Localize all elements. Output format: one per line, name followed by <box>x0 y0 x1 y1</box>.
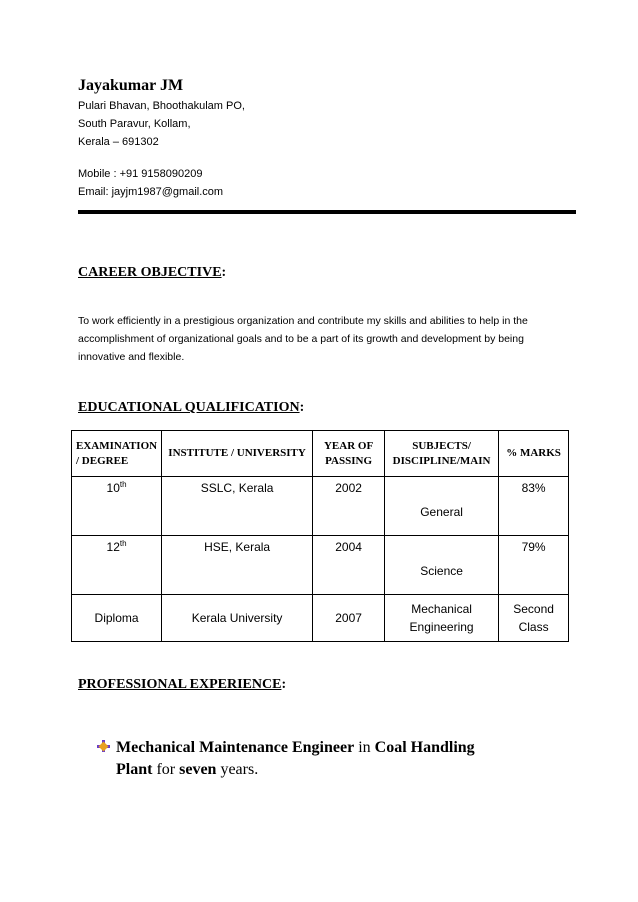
email-address: Email: jayjm1987@gmail.com <box>78 186 224 198</box>
subject-line-1: Mechanical <box>411 602 472 616</box>
cell-marks <box>499 595 569 642</box>
cell-subject: Science <box>385 536 499 595</box>
marks-line-1: Second <box>513 602 554 616</box>
diamond-cross-bullet-icon <box>96 739 110 753</box>
exam-value: 10 <box>106 481 120 495</box>
experience-item <box>96 737 556 781</box>
cell-institute: Kerala University <box>162 595 313 642</box>
header-divider <box>78 210 576 214</box>
cell-exam <box>72 536 162 595</box>
career-objective-text <box>78 312 568 366</box>
table-row <box>72 536 569 595</box>
exam-superscript: th <box>119 539 127 548</box>
heading-colon: : <box>299 400 305 415</box>
cell-marks: 79% <box>499 536 569 595</box>
career-objective-line-3: innovative and flexible. <box>78 351 185 363</box>
header-year <box>313 431 385 477</box>
address-line-3: Kerala – 691302 <box>78 136 159 148</box>
education-table <box>71 430 569 642</box>
table-row <box>72 477 569 536</box>
header-institute: INSTITUTE / UNIVERSITY <box>162 431 313 477</box>
plant-name-1: Coal Handling <box>374 739 475 756</box>
career-objective-line-1: To work efficiently in a prestigious organization and contribute my skills and abilities to help in the <box>78 315 528 327</box>
header-examination-line-2: / DEGREE <box>76 454 129 467</box>
job-title: Mechanical Maintenance Engineer <box>116 739 355 756</box>
experience-line-2 <box>96 759 556 781</box>
cell-year: 2007 <box>313 595 385 642</box>
header-year-line-1: YEAR OF <box>323 439 374 452</box>
cell-year: 2004 <box>313 536 385 595</box>
heading-colon: : <box>221 265 227 280</box>
duration-value: seven <box>179 761 217 778</box>
cell-subject <box>385 595 499 642</box>
plant-name-2: Plant <box>116 761 153 778</box>
education-heading <box>78 400 304 416</box>
subject-line-2: Engineering <box>409 620 474 634</box>
heading-colon: : <box>281 677 287 692</box>
header-examination <box>72 431 162 477</box>
experience-heading <box>78 677 286 693</box>
cell-institute: SSLC, Kerala <box>162 477 313 536</box>
cell-marks: 83% <box>499 477 569 536</box>
address-line-2: South Paravur, Kollam, <box>78 118 191 130</box>
mobile-number: Mobile : +91 9158090209 <box>78 168 203 180</box>
text-years: years. <box>216 761 259 778</box>
cell-subject: General <box>385 477 499 536</box>
career-objective-title: CAREER OBJECTIVE <box>78 265 222 280</box>
header-examination-line-1: EXAMINATION <box>76 439 158 452</box>
exam-value: 12 <box>106 540 120 554</box>
header-subjects <box>385 431 499 477</box>
cell-institute: HSE, Kerala <box>162 536 313 595</box>
text-in: in <box>354 739 375 756</box>
education-title: EDUCATIONAL QUALIFICATION <box>78 400 300 415</box>
cell-year: 2002 <box>313 477 385 536</box>
cell-exam: Diploma <box>72 595 162 642</box>
table-row <box>72 595 569 642</box>
marks-line-2: Class <box>518 620 549 634</box>
header-marks: % MARKS <box>499 431 569 477</box>
header-subjects-line-1: SUBJECTS/ <box>412 439 471 452</box>
career-objective-line-2: accomplishment of organizational goals and to be a part of its growth and development by being <box>78 333 524 345</box>
career-objective-heading <box>78 265 226 281</box>
exam-superscript: th <box>119 480 127 489</box>
text-for: for <box>152 761 180 778</box>
header-subjects-line-2: DISCIPLINE/MAIN <box>392 454 491 467</box>
experience-line-1 <box>96 737 556 759</box>
address-line-1: Pulari Bhavan, Bhoothakulam PO, <box>78 100 245 112</box>
table-header-row <box>72 431 569 477</box>
header-year-line-2: PASSING <box>325 454 373 467</box>
candidate-name: Jayakumar JM <box>78 77 184 94</box>
experience-title: PROFESSIONAL EXPERIENCE <box>78 677 282 692</box>
cell-exam <box>72 477 162 536</box>
